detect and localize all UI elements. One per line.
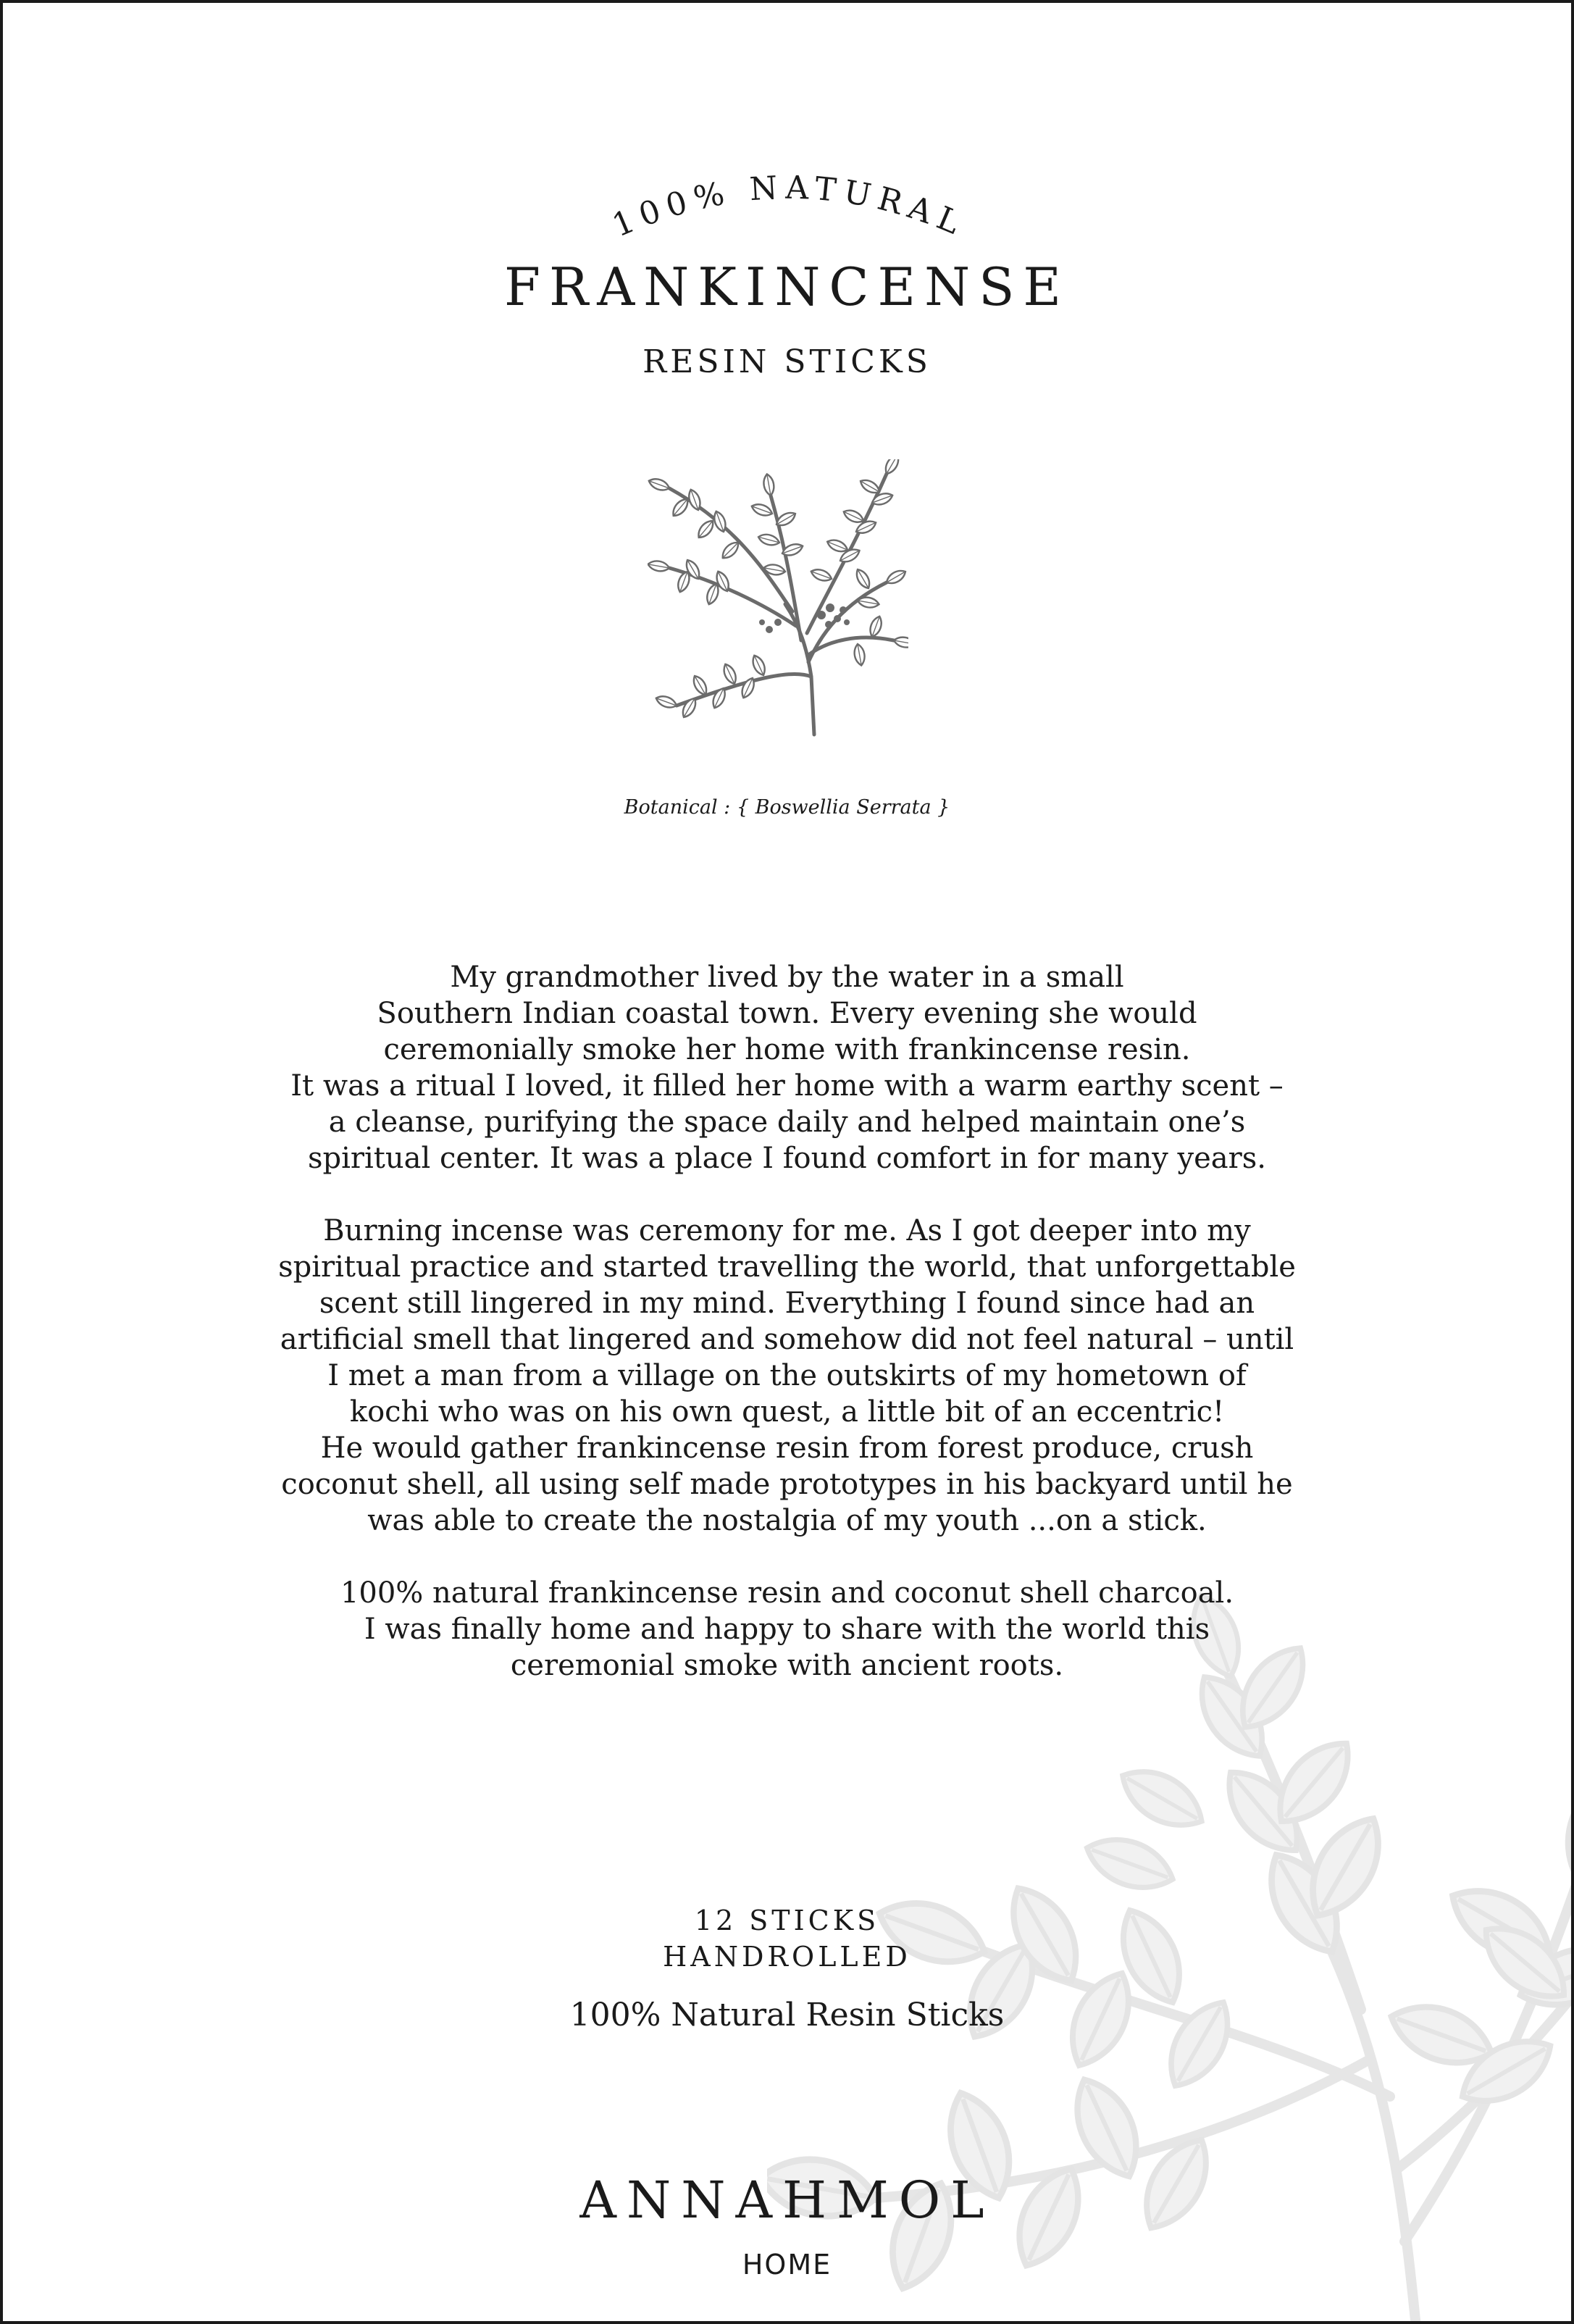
stick-count: 12 STICKS bbox=[694, 1905, 880, 1936]
natural-arc-text: 100% NATURAL bbox=[607, 169, 972, 245]
botanical-name: Botanical : { Boswellia Serrata } bbox=[624, 796, 950, 819]
story-paragraph-3: 100% natural frankincense resin and coconut shell charcoal. I was finally home and happy to share with the world this ceremonial smoke with ancient roots. bbox=[340, 1576, 1234, 1682]
product-description: 100% Natural Resin Sticks bbox=[569, 1997, 1005, 2034]
story-paragraph-2: Burning incense was ceremony for me. As I got deeper into my spiritual practice and started travelling the world, that unforgettable scent still lingered in my mind. Everything I found since had an artificial smell that lingered and somehow did not feel natural – until I met a man from a village on the outskirts of my hometown of kochi who was on his own quest, a little bit of an eccentric! He would gather frankincense resin from forest produce, crush coconut shell, all using self made prototypes in his backyard until he was able to create the nostalgia of my youth ...on a stick. bbox=[278, 1214, 1296, 1537]
svg-text:100% NATURAL bbox=[607, 170, 972, 245]
brand-name: ANNAHMOL bbox=[579, 2170, 995, 2230]
frankincense-tree-illustration-icon bbox=[648, 459, 908, 749]
stick-method: HANDROLLED bbox=[663, 1941, 911, 1973]
brand-tagline: HOME bbox=[742, 2249, 832, 2281]
product-subtitle: RESIN STICKS bbox=[642, 343, 932, 380]
product-title: FRANKINCENSE bbox=[504, 256, 1070, 317]
origin-story bbox=[3, 959, 1571, 1720]
story-paragraph-1: My grandmother lived by the water in a small Southern Indian coastal town. Every evening she would ceremonially smoke her home with frankincense resin. It was a ritual I loved, it filled her home with a warm earthy scent – a cleanse, purifying the space daily and helped maintain one’s spiritual center. It was a place I found comfort in for many years. bbox=[290, 961, 1284, 1175]
natural-arc-heading bbox=[572, 159, 1007, 260]
